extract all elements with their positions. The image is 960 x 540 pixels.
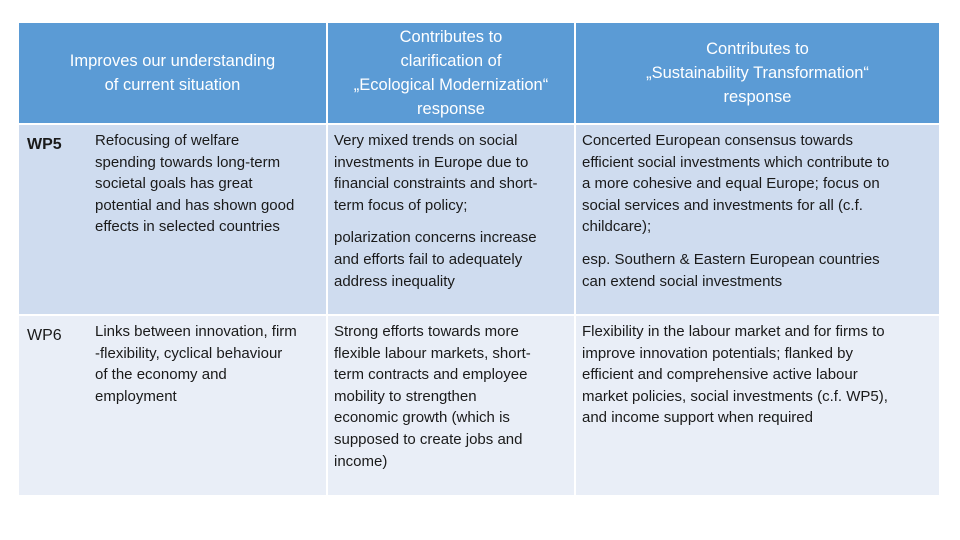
wp5-ecological-cell <box>328 125 576 316</box>
wp6-understanding-cell: Links between innovation, firm -flexibility, cyclical behaviour of the economy and employment <box>89 316 328 497</box>
wp5-sustainability-text-2: esp. Southern & Eastern European countries can extend social investments <box>582 250 880 290</box>
header-ecological-modernization: Contributes to clarification of „Ecological Modernization“ response <box>328 23 576 125</box>
header-sustainability-transformation: Contributes to „Sustainability Transformation“ response <box>576 23 941 125</box>
wp5-sustainability-text-1: Concerted European consensus towards efficient social investments which contribute to a more cohesive and equal Europe; focus on social services and investments for all (c.f. childcare); <box>582 132 890 236</box>
header-understanding: Improves our understanding of current situation <box>19 23 328 125</box>
wp5-ecological-text-2: polarization concerns increase and efforts fail to adequately address inequality <box>334 229 537 290</box>
comparison-table <box>19 23 941 497</box>
wp6-sustainability-cell: Flexibility in the labour market and for firms to improve innovation potentials; flanked by efficient and comprehensive active labour market policies, social investments (c.f. WP5), and income support when required <box>576 316 941 497</box>
wp5-ecological-text-1: Very mixed trends on social investments in Europe due to financial constraints and short- term focus of policy; <box>334 132 538 214</box>
row-label-wp5: WP5 <box>19 125 89 316</box>
wp5-understanding-cell: Refocusing of welfare spending towards long-term societal goals has great potential and has shown good effects in selected countries <box>89 125 328 316</box>
row-label-wp6: WP6 <box>19 316 89 497</box>
wp6-ecological-cell: Strong efforts towards more flexible labour markets, short- term contracts and employee mobility to strengthen economic growth (which is supposed to create jobs and income) <box>328 316 576 497</box>
wp5-sustainability-cell <box>576 125 941 316</box>
